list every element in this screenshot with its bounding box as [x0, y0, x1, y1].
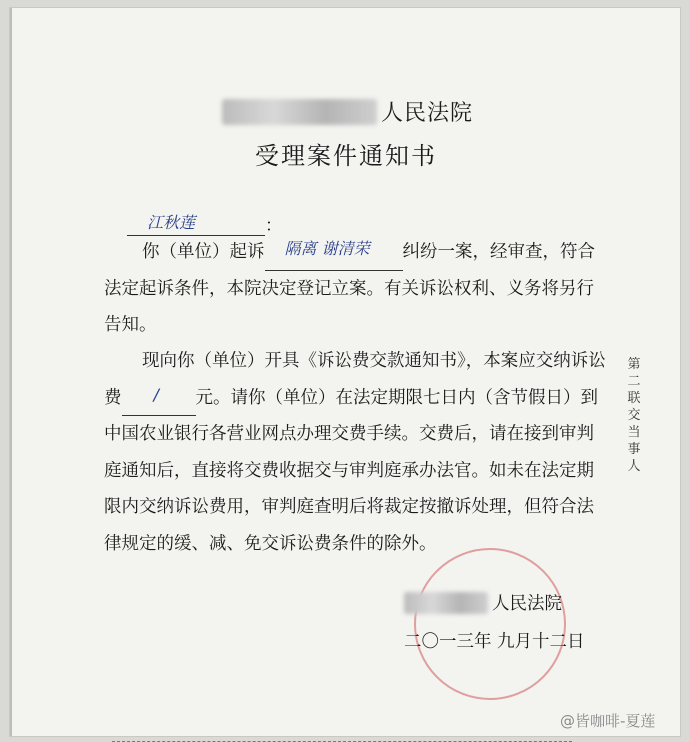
addressee-line: [127, 211, 282, 236]
signature-court-suffix: 人民法院: [492, 594, 562, 614]
paragraph-acceptance: [104, 234, 610, 344]
paragraph-fee-notice: [104, 343, 610, 562]
court-name-heading: [222, 96, 473, 127]
p1-lead: 你（单位）起诉: [142, 242, 265, 262]
redacted-signature-court: [404, 592, 488, 614]
fee-blank: [122, 384, 196, 416]
weibo-watermark: @皆咖啡-夏莲: [560, 712, 656, 730]
p2-lead: 现向你（单位）开具《诉讼费交款通知书》，本案应交纳诉讼费: [104, 351, 606, 408]
case-type-handwritten: 隔离 谢清荣: [284, 239, 370, 258]
redacted-court-name: [222, 99, 377, 125]
case-type-blank: [265, 239, 403, 271]
court-suffix: 人民法院: [381, 101, 474, 126]
fee-handwritten: /: [153, 384, 159, 404]
document-title: 受理案件通知书: [255, 142, 437, 170]
copy-note-vertical: 第二联 交当事人: [627, 357, 641, 474]
document-page: [10, 8, 680, 736]
addressee-blank: [127, 211, 265, 236]
signature-court: [404, 590, 562, 615]
p2-rest: 元。请你（单位）在法定期限七日内（含节假日）到中国农业银行各营业网点办理交费手续。交费后，请在接到审判庭通知后，直接将交费收据交与审判庭承办法官。如未在法定期限内交纳诉讼费用，审判庭查明后将裁定按撤诉处理，但符合法律规定的缓、减、免交诉讼费条件的除外。: [104, 387, 598, 554]
signature-date: 二〇一三年 九月十二日: [404, 632, 585, 652]
p1-rest: 纠纷一案，经审查，符合法定起诉条件，本院决定登记立案。有关诉讼权利、义务将另行告知。: [104, 242, 595, 335]
court-seal: [414, 548, 566, 700]
addressee-name-handwritten: 江秋莲: [147, 213, 196, 232]
addressee-colon: ：: [265, 216, 282, 236]
